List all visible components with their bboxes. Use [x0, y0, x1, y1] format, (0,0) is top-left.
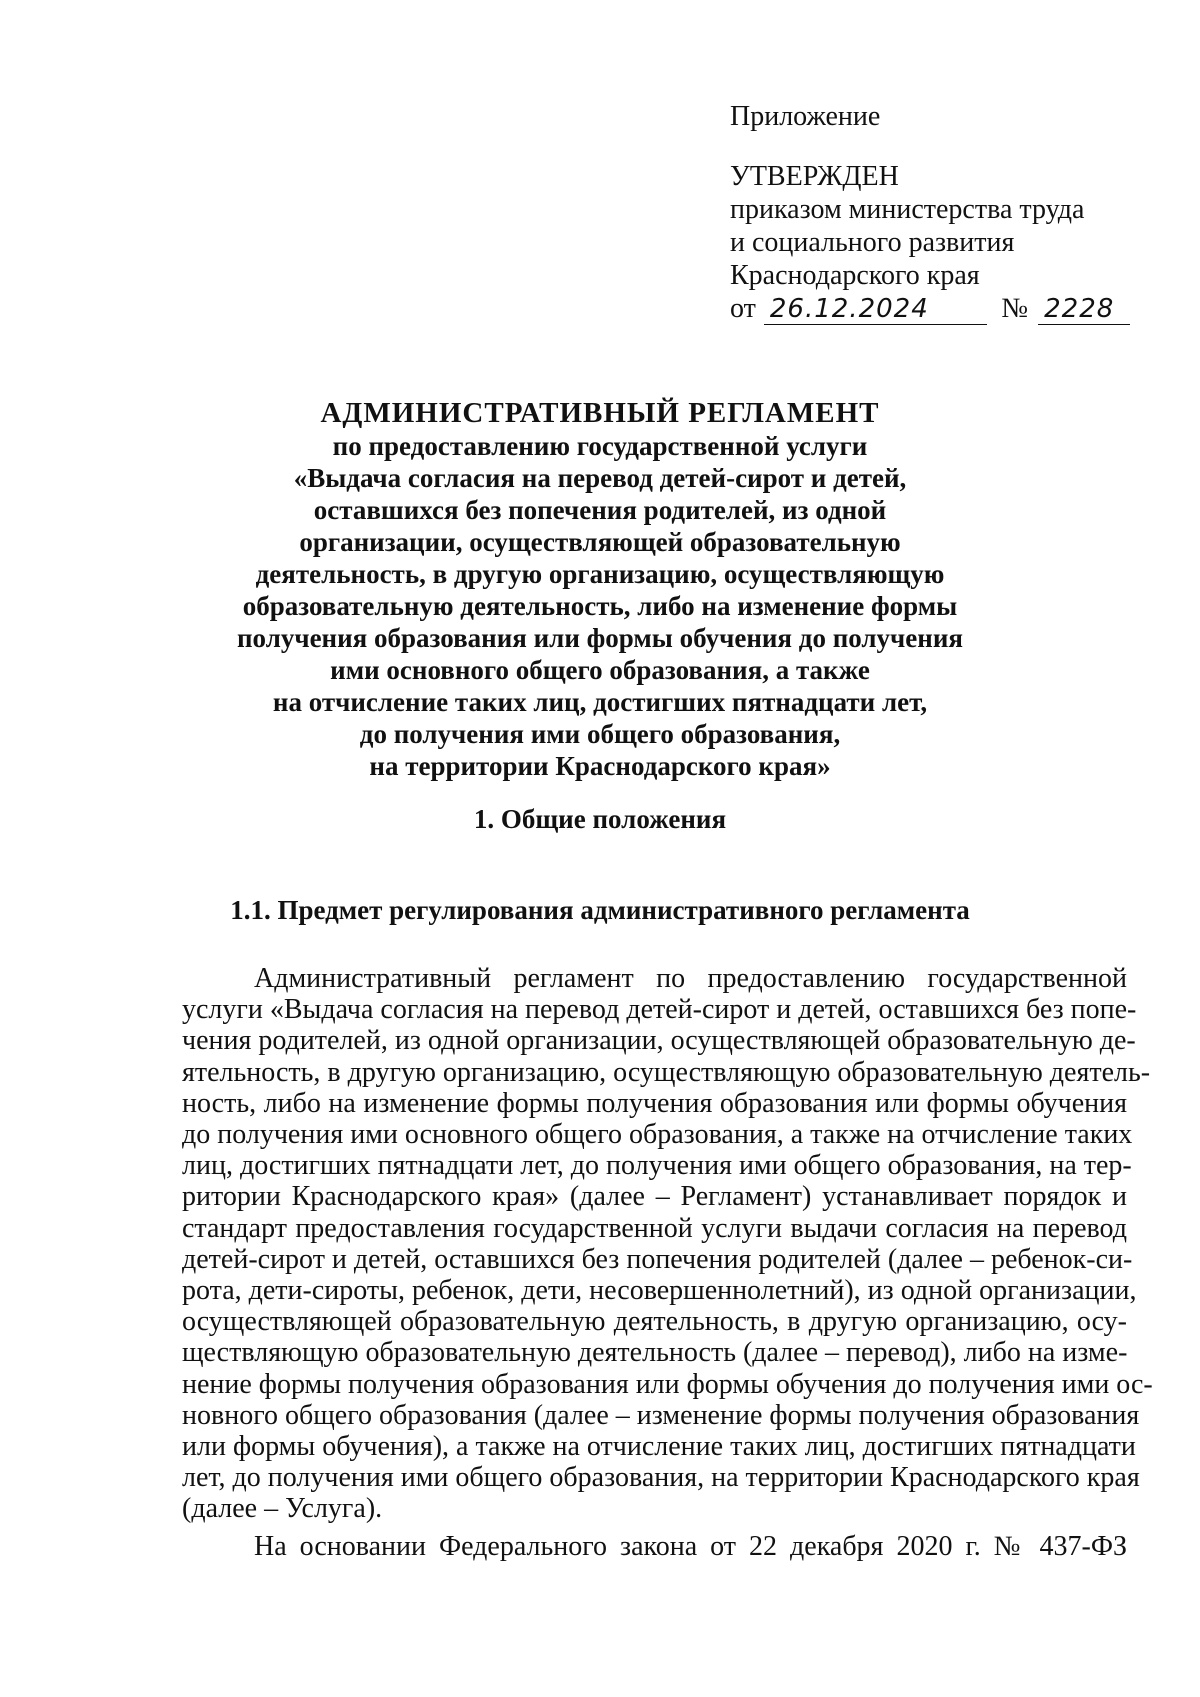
- body-line: детей-сирот и детей, оставшихся без попечения родителей (далее – ребенок-си-: [182, 1243, 1133, 1275]
- title-line-7: получения образования или формы обучения до получения: [237, 623, 963, 653]
- body-line: лет, до получения ими общего образования, на территории Краснодарского края: [182, 1462, 1140, 1494]
- title-line-8: ими основного общего образования, а также: [330, 655, 870, 685]
- body-line: лиц, достигших пятнадцати лет, до получения ими общего образования, на тер-: [182, 1150, 1132, 1182]
- body-line: рота, дети-сироты, ребенок, дети, несовершеннолетний), из одной организации,: [182, 1275, 1137, 1307]
- paragraph-1: [182, 963, 1153, 1525]
- title-line-9: на отчисление таких лиц, достигших пятнадцати лет,: [272, 687, 928, 717]
- title-line-11: на территории Краснодарского края»: [369, 751, 831, 781]
- appendix-label: Приложение: [730, 101, 881, 132]
- title-line-5: деятельность, в другую организацию, осуществляющую: [255, 559, 945, 589]
- approval-line-2: и социального развития: [730, 227, 1015, 258]
- body-line: чения родителей, из одной организации, осуществляющей образовательную де-: [182, 1025, 1136, 1057]
- body-line: Административный регламент по предоставлению государственной: [254, 963, 1127, 994]
- title-line-2: «Выдача согласия на перевод детей-сирот и детей,: [293, 463, 907, 493]
- body-line: услуги «Выдача согласия на перевод детей-сирот и детей, оставшихся без попе-: [182, 994, 1137, 1026]
- body-line: осуществляющей образовательную деятельность, в другую организацию, осу-: [182, 1306, 1127, 1338]
- body-line: ятельность, в другую организацию, осуществляющую образовательную деятель-: [182, 1056, 1151, 1088]
- approval-block: [730, 100, 1130, 325]
- handwritten-order-number: 2228: [1038, 294, 1130, 325]
- handwritten-order-date: 26.12.2024: [764, 294, 988, 325]
- body-text: [182, 963, 1153, 1562]
- body-line: стандарт предоставления государственной услуги выдачи согласия на перевод: [182, 1212, 1127, 1244]
- title-line-6: образовательную деятельность, либо на изменение формы: [242, 591, 958, 621]
- approved-label: УТВЕРЖДЕН: [730, 161, 899, 192]
- paragraph-2: [182, 1531, 1127, 1562]
- number-prefix: №: [1001, 293, 1029, 324]
- title-line-3: оставшихся без попечения родителей, из одной: [313, 495, 887, 525]
- date-prefix: от: [730, 293, 756, 324]
- section-heading-general: 1. Общие положения: [473, 804, 727, 834]
- title-line-10: до получения ими общего образования,: [359, 719, 841, 749]
- subsection-heading-subject: 1.1. Предмет регулирования административного регламента: [230, 895, 970, 925]
- body-line: На основании Федерального закона от 22 декабря 2020 г. № 437-ФЗ: [254, 1530, 1127, 1562]
- body-line: ритории Краснодарского края» (далее – Регламент) устанавливает порядок и: [182, 1181, 1127, 1213]
- document-title: АДМИНИСТРАТИВНЫЙ РЕГЛАМЕНТ: [320, 397, 880, 429]
- body-line: ность, либо на изменение формы получения образования или формы обучения: [182, 1087, 1127, 1119]
- approval-line-3: Краснодарского края: [730, 260, 980, 291]
- title-line-4: организации, осуществляющей образовательную: [299, 527, 901, 557]
- body-line: до получения ими основного общего образования, а также на отчисление таких: [182, 1119, 1133, 1151]
- order-date-number-line: [730, 292, 1130, 325]
- body-line: ществляющую образовательную деятельность (далее – перевод), либо на изме-: [182, 1337, 1128, 1369]
- body-line: (далее – Услуга).: [182, 1493, 383, 1525]
- document-title-block: [150, 397, 1050, 782]
- title-line-1: по предоставлению государственной услуги: [332, 431, 868, 461]
- body-line: или формы обучения), а также на отчисление таких лиц, достигших пятнадцати: [182, 1431, 1136, 1463]
- body-line: новного общего образования (далее – изменение формы получения образования: [182, 1399, 1140, 1431]
- body-line: нение формы получения образования или формы обучения до получения ими ос-: [182, 1368, 1153, 1400]
- approval-line-1: приказом министерства труда: [730, 194, 1085, 225]
